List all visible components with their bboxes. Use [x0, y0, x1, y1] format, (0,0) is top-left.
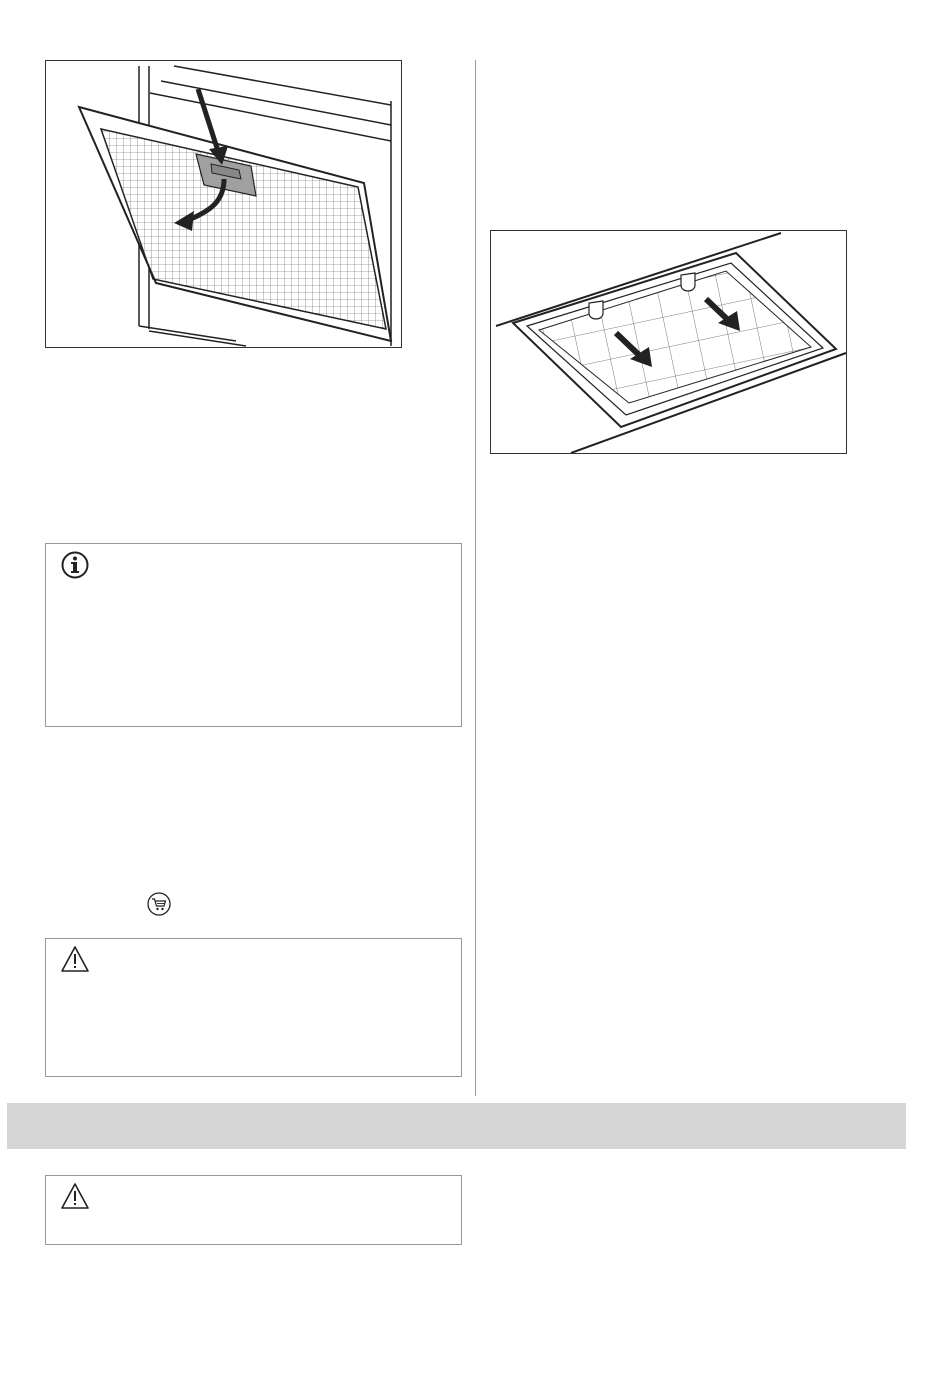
figure-grease-filter-slide — [490, 230, 847, 454]
warning-notice-box — [45, 938, 462, 1077]
grease-filter-slide-drawing — [491, 231, 846, 453]
warning-triangle-icon — [60, 945, 90, 973]
grease-filter-release-drawing — [46, 61, 401, 347]
figure-grease-filter-release — [45, 60, 402, 348]
column-divider — [475, 60, 476, 1096]
info-notice-box — [45, 543, 462, 727]
shopping-cart-icon — [146, 891, 172, 917]
info-icon — [60, 550, 90, 580]
warning-notice-box-2 — [45, 1175, 462, 1245]
section-header-band — [7, 1103, 906, 1149]
warning-triangle-icon — [60, 1182, 90, 1210]
